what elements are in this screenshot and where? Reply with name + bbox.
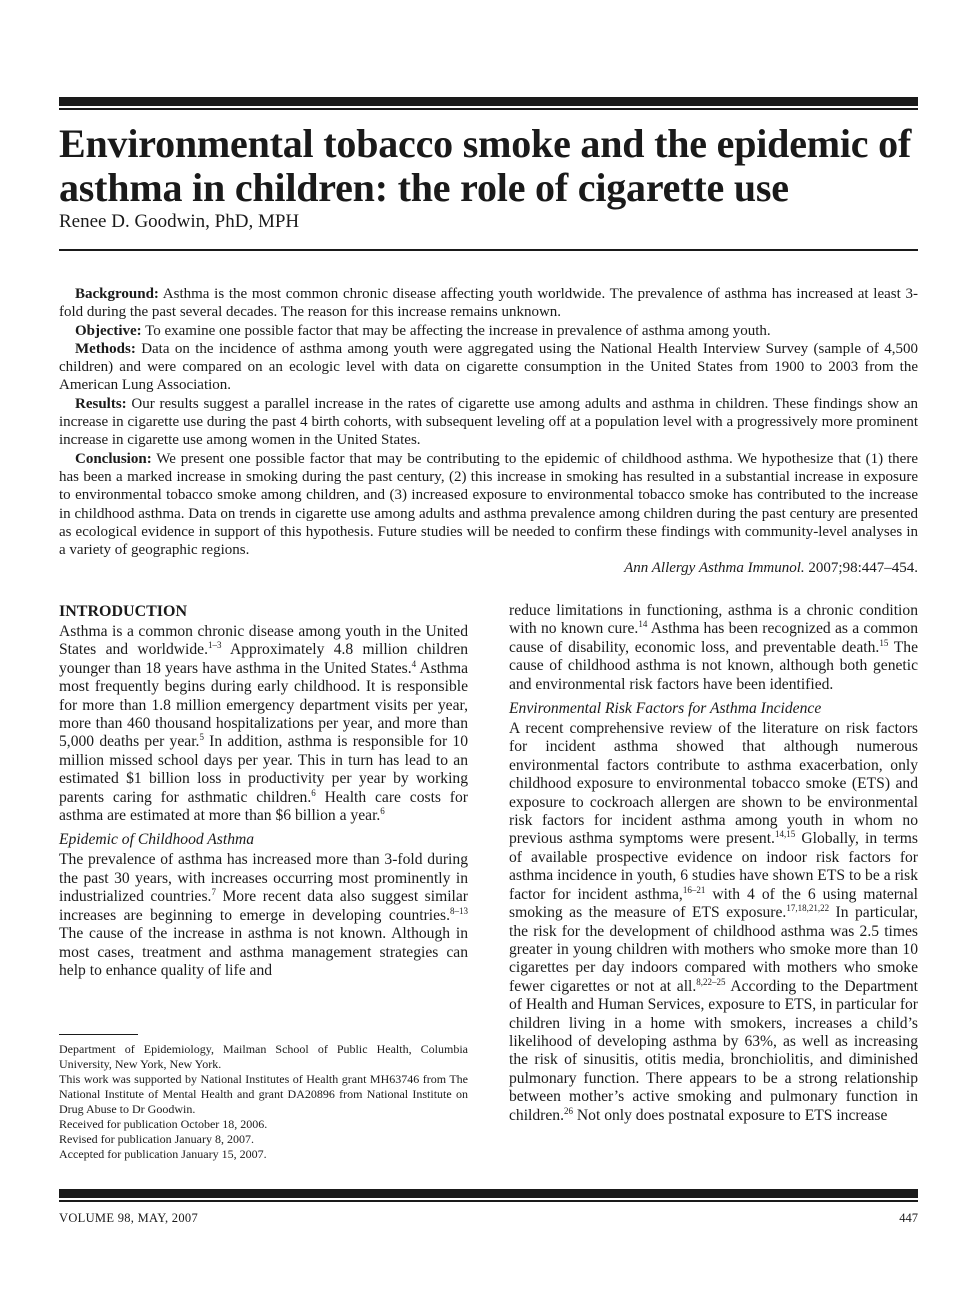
footnote-accepted: Accepted for publication January 15, 2007.	[59, 1147, 267, 1161]
right-paragraph-1: reduce limitations in functioning, asthma is a chronic condition with no known cure.$^{14}$ Asthma has been recognized as a common cause of disability, economic loss, and preventable death.$^{15}$ The cause of childhood asthma is not known, although both genetic and environmental risk factors have been identified.	[509, 602, 918, 693]
volume-info: VOLUME 98, MAY, 2007	[59, 1211, 199, 1225]
left-column	[59, 602, 468, 980]
footnote-funding: This work was supported by National Institutes of Health grant MH63746 from The National Institute of Mental Health and grant DA20896 from National Institute on Drug Abuse to Dr Goodwin.	[59, 1072, 468, 1116]
abstract-conclusion	[59, 450, 918, 560]
footnote-received: Received for publication October 18, 2006.	[59, 1117, 268, 1131]
right-paragraph-2: A recent comprehensive review of the literature on risk factors for incident asthma showed that although numerous environmental factors contribute to asthma exacerbation, only childhood exposure to environmental tobacco smoke (ETS) and exposure to cockroach allergen are shown to be environmental risk factors for incident asthma among youth in whom no previous asthma symptoms were present.$^{14,15}$ Globally, in terms of available prospective evidence on indoor risk factors for asthma incidence in youth, 6 studies have shown ETS to be a risk factor for incident asthma,$^{16-21}$ with 4 of the 6 using maternal smoking as the measure of ETS exposure.$^{17,18,21,22}$ In particular, the risk for the development of childhood asthma was 2.5 times greater in young children with mothers who smoke more than 10 cigarettes per day indoors compared with mothers who smoke fewer cigarettes or not at all.$^{8,22-25}$ According to the Department of Health and Human Services, exposure to ETS, in particular for children living in a home with smokers, increases a child’s likelihood of developing asthma by 63%, as well as increasing the risk of sinusitis, otitis media, bronchiolitis, and diminished pulmonary function. There appears to be a strong relationship between mother’s active smoking and pulmonary function in children.$^{26}$ Not only does postnatal exposure to ETS increase	[509, 720, 918, 1124]
abstract-label: Conclusion:	[75, 450, 152, 467]
abstract-label: Background:	[75, 286, 159, 302]
top-rule	[59, 97, 918, 106]
footnote-rule	[59, 1034, 138, 1035]
abstract-results	[59, 395, 918, 450]
abstract-background	[59, 285, 918, 322]
abstract-text: To examine one possible factor that may be affecting the increase in prevalence of asthma among youth.	[141, 322, 771, 339]
abstract	[59, 285, 918, 578]
citation-marker: 6	[311, 787, 316, 798]
footnotes	[59, 1042, 468, 1162]
abstract-text: We present one possible factor that may be contributing to the epidemic of childhood asthma. We hypothesize that (1) there has been a marked increase in smoking during the past century, (2) this increase in smoking has resulted in a substantial increase in exposure to environmental tobacco smoke among children, and (3) increased exposure to environmental tobacco smoke has contributed to the increase in childhood asthma. Data on trends in cigarette use among adults and asthma prevalence among children during the past century are presented as ecological evidence in support of this hypothesis. Future studies will be needed to confirm these findings with community-level analyses in a variety of geographic regions.	[59, 450, 918, 559]
article-title: Environmental tobacco smoke and the epidemic of asthma in children: the role of cigarette use	[59, 121, 912, 210]
citation-marker: 26	[564, 1105, 573, 1116]
abstract-label: Results:	[75, 395, 127, 412]
top-rule-thin	[59, 108, 918, 110]
citation	[59, 559, 918, 577]
citation-marker: 14	[638, 619, 648, 630]
citation-ref: 2007;98:447–454.	[804, 560, 918, 577]
author-line: Renee D. Goodwin, PhD, MPH	[59, 211, 300, 232]
intro-paragraph-2: The prevalence of asthma has increased more than 3-fold during the past 30 years, with increases occurring most prominently in industrialized countries.$^7$ More recent data also suggest similar increases are beginning to emerge in developing countries.$^{8-13}$ The cause of the increase in asthma is not known. Although in most cases, treatment and asthma management strategies can help to enhance quality of life and	[59, 851, 468, 979]
citation-marker: 7	[211, 887, 216, 898]
section-heading-introduction: INTRODUCTION	[59, 603, 188, 620]
abstract-label: Objective:	[75, 322, 142, 339]
intro-paragraph-1: Asthma is a common chronic disease among youth in the United States and worldwide.$^{1-3}$ Approximately 4.8 million children younger than 18 years have asthma in the United States.$^4$ Asthma most frequently begins during early childhood. It is responsible for more than 1.8 million emergency department visits per year, more than 460 thousand hospitalizations per year, and more than 5,000 deaths per year.$^5$ In addition, asthma is responsible for 10 million missed school days per year. This in turn has lead to an estimated $1 billion loss in productivity per year by working parents caring for asthmatic children.$^6$ Health care costs for asthma are estimated at more than $6 billion a year.$^6$	[59, 623, 469, 825]
citation-marker: 8,22–25	[696, 976, 726, 987]
page-number: 447	[899, 1211, 918, 1225]
footnote-affiliation: Department of Epidemiology, Mailman School of Public Health, Columbia University, New York, New York.	[59, 1042, 468, 1071]
citation-marker: 1–3	[208, 640, 222, 651]
citation-marker: 15	[879, 637, 889, 648]
abstract-label: Methods:	[75, 340, 136, 357]
right-column	[509, 602, 918, 1125]
citation-marker: 8–13	[450, 905, 468, 916]
abstract-text: Asthma is the most common chronic disease affecting youth worldwide. The prevalence of asthma has increased at least 3-fold during the past several decades. The reason for this increase remains unknown.	[59, 286, 918, 321]
subheading-environmental-risk: Environmental Risk Factors for Asthma Incidence	[509, 700, 822, 718]
abstract-objective	[59, 322, 918, 340]
abstract-text: Data on the incidence of asthma among youth were aggregated using the National Health Interview Survey (sample of 4,500 children) and were compared on an ecologic level with data on cigarette consumption in the United States from 1900 to 2003 from the American Lung Association.	[59, 340, 918, 394]
abstract-text: Our results suggest a parallel increase in the rates of cigarette use among adults and asthma in children. These findings show an increase in cigarette use during the past 4 birth cohorts, with subsequent leveling off at a population level with a progressively more prominent increase in cigarette use among women in the United States.	[59, 395, 918, 449]
citation-marker: 4	[411, 658, 417, 669]
bottom-rule-thin	[59, 1200, 918, 1202]
citation-journal: Ann Allergy Asthma Immunol.	[624, 560, 805, 577]
subheading-epidemic: Epidemic of Childhood Asthma	[59, 831, 255, 849]
citation-marker: 14,15	[774, 829, 796, 840]
citation-marker: 17,18,21,22	[786, 903, 830, 914]
abstract-methods	[59, 340, 918, 395]
bottom-rule	[59, 1189, 918, 1198]
footnote-revised: Revised for publication January 8, 2007.	[59, 1132, 254, 1146]
citation-marker: 16–21	[682, 884, 706, 895]
header-divider	[59, 249, 918, 251]
citation-marker: 6	[380, 806, 385, 817]
citation-marker: 5	[199, 732, 204, 743]
